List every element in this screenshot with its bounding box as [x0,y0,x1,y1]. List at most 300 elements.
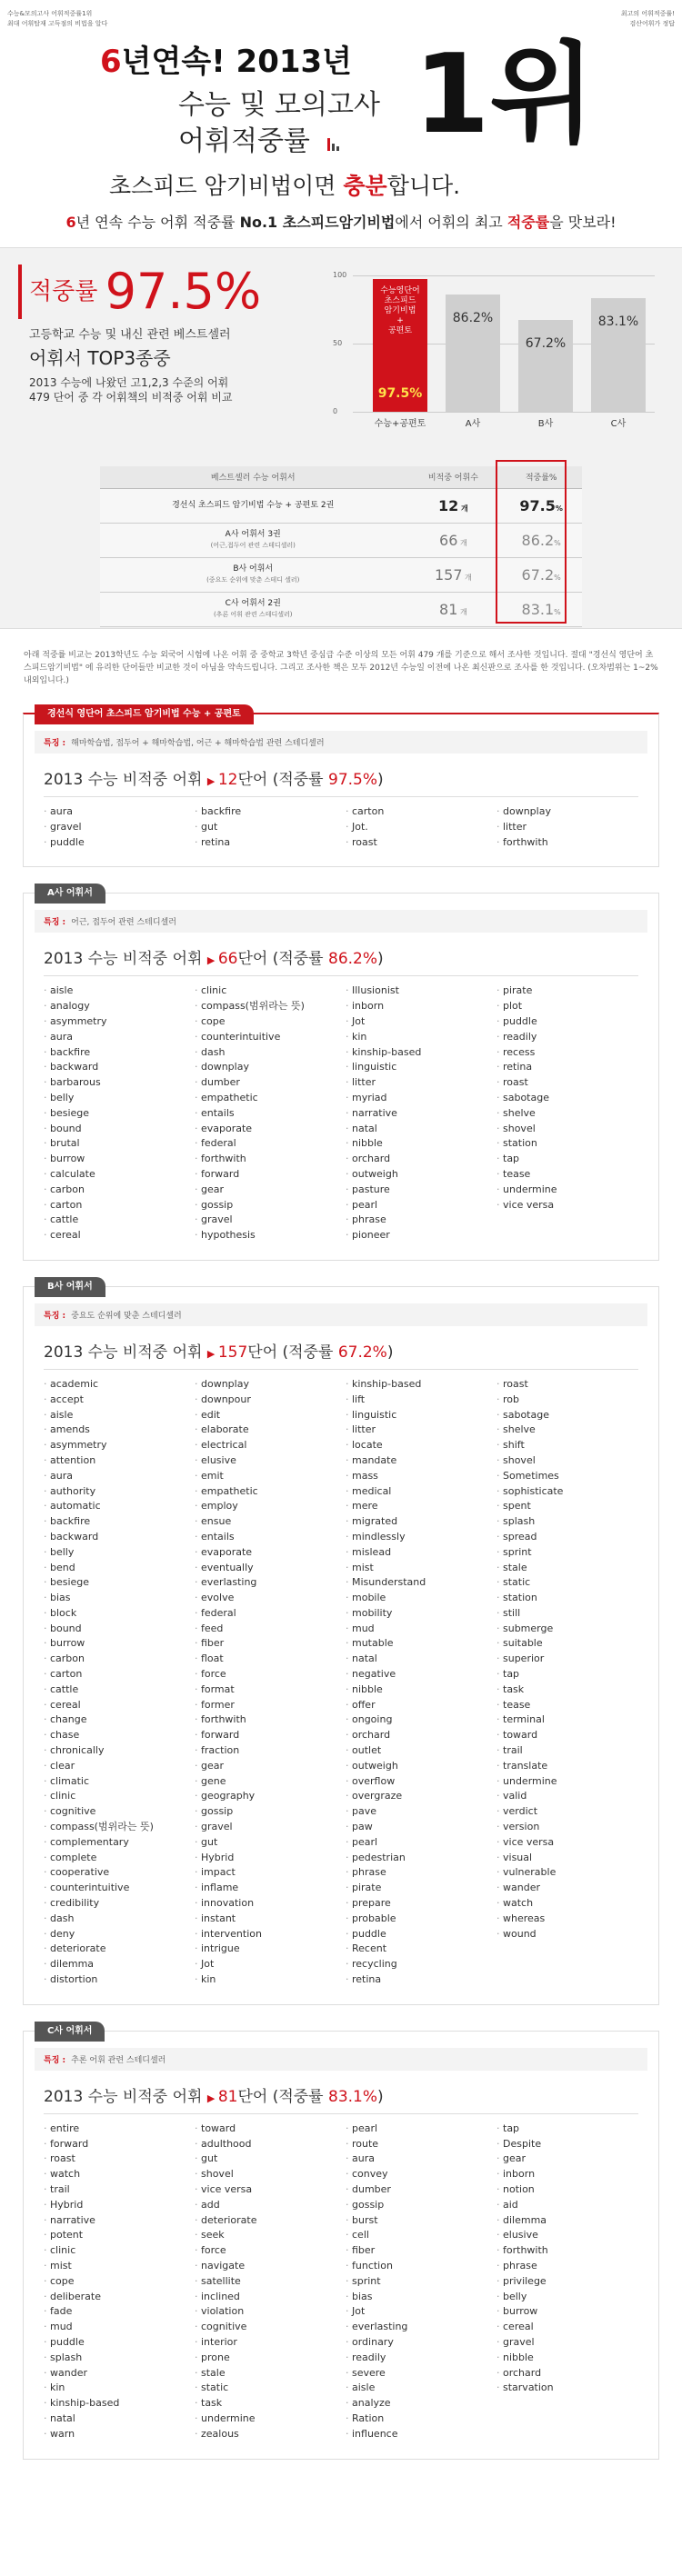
word-item: · roast [496,1377,638,1393]
featured-bar-text-line: 수능영단어 [380,285,420,295]
section-tab: B사 어휘서 [35,1277,105,1297]
word-item: · counterintuitive [44,1881,186,1896]
word-item: · orchard [346,1152,487,1167]
section-feature [35,910,647,933]
word-item: · kinship-based [346,1045,487,1061]
word-column [195,983,336,1243]
word-item: · cattle [44,1213,186,1228]
word-item: · fade [44,2304,186,2320]
word-item: · rob [496,1393,638,1408]
word-item: · entails [195,1106,336,1122]
table-header-pct: 적중률% [500,466,582,488]
word-column [44,804,186,850]
word-item: · gravel [195,1213,336,1228]
word-item: · bound [44,1622,186,1637]
word-item: · undermine [195,2411,336,2427]
word-item: · eventually [195,1561,336,1576]
tagline-brand: No.1 초스피드암기비법 [239,214,396,231]
heading-pre: 2013 수능 비적중 어휘 [44,1343,207,1362]
word-item: · outweigh [346,1167,487,1183]
heading-post: ) [377,2087,384,2106]
heading-pre: 2013 수능 비적중 어휘 [44,2087,207,2106]
word-item: · mindlessly [346,1530,487,1545]
word-item: · fiber [346,2243,487,2259]
book-sub: (추론 어휘 관련 스테디셀러) [213,611,293,618]
word-item: · terminal [496,1712,638,1728]
word-item: · natal [346,1122,487,1137]
word-item: · splash [496,1514,638,1530]
category-label: B사 [537,419,554,429]
word-item: · bias [44,1591,186,1606]
word-item: · carton [346,804,487,820]
word-item: · empathetic [195,1484,336,1500]
word-item: · wound [496,1927,638,1942]
word-item: · mass [346,1469,487,1484]
heading-post: ) [377,771,384,789]
section-feature [35,1303,647,1326]
word-item: · potent [44,2228,186,2243]
word-item: · carton [44,1198,186,1213]
word-item: · mist [44,2259,186,2274]
word-item: · Jot. [346,820,487,835]
word-item: · recycling [346,1957,487,1972]
word-item: · belly [44,1545,186,1561]
category-label: C사 [610,419,627,429]
feature-label: 특징 : [44,739,66,748]
word-item: · credibility [44,1896,186,1912]
word-item: · backward [44,1060,186,1075]
word-item: · privilege [496,2274,638,2290]
word-item: · cooperative [44,1865,186,1881]
bar-value-label: 67.2% [525,336,567,352]
word-item: · aura [44,804,186,820]
word-item: · change [44,1712,186,1728]
word-item: · electrical [195,1438,336,1453]
word-item: · still [496,1606,638,1622]
headline-subtitle [109,168,460,201]
word-item: · dash [44,1912,186,1927]
feature-text: 해마학습법, 접두어 + 해마학습법, 어근 + 해마학습법 관련 스테디셀러 [71,739,325,748]
book-name: 경선식 초스피드 암기비법 수능 + 공편토 2권 [172,501,335,510]
word-item: · undermine [496,1183,638,1198]
heading-pre: 2013 수능 비적중 어휘 [44,771,207,789]
word-item: · Hybrid [195,1851,336,1866]
word-item: · clear [44,1759,186,1774]
word-item: · toward [195,2122,336,2137]
word-item: · overgraze [346,1789,487,1804]
word-item: · pedestrian [346,1851,487,1866]
arrow-icon: ▶ [206,775,218,787]
word-item: · station [496,1591,638,1606]
word-item: · dilemma [496,2213,638,2229]
gridline [353,412,655,413]
word-item: · phrase [496,2259,638,2274]
word-item: · besiege [44,1575,186,1591]
word-item: · intervention [195,1927,336,1942]
word-item: · burrow [496,2304,638,2320]
word-item: · block [44,1606,186,1622]
word-item: · carton [44,1667,186,1682]
word-item: · Sometimes [496,1469,638,1484]
word-item: · tease [496,1167,638,1183]
word-item: · former [195,1698,336,1713]
book-name: C사 어휘서 2권 [225,599,281,608]
word-item: · forthwith [195,1152,336,1167]
word-item: · warn [44,2427,186,2442]
word-item: · deteriorate [44,1942,186,1957]
word-item: · ordinary [346,2335,487,2351]
word-item: · natal [346,1652,487,1667]
word-item: · shift [496,1438,638,1453]
word-item: · phrase [346,1865,487,1881]
word-item: · add [195,2198,336,2213]
word-item: · prone [195,2351,336,2366]
word-item: · downplay [195,1060,336,1075]
word-item: · federal [195,1136,336,1152]
word-item: · compass(범위라는 뜻) [44,1820,186,1835]
word-item: · bound [44,1122,186,1137]
miss-count: 12 [217,771,238,789]
hit-rate-unit: % [555,504,563,513]
word-item: · inborn [346,999,487,1014]
word-item: · pasture [346,1183,487,1198]
word-item: · wander [44,2366,186,2381]
word-item: · Jot [195,1957,336,1972]
word-item: · nibble [496,2351,638,2366]
word-item: · offer [346,1698,487,1713]
word-item: · tap [496,1667,638,1682]
word-item: · narrative [44,2213,186,2229]
word-item: · entails [195,1530,336,1545]
word-item: · backfire [195,804,336,820]
word-item: · linguistic [346,1060,487,1075]
word-item: · mislead [346,1545,487,1561]
word-item: · aura [44,1030,186,1045]
word-item: · notion [496,2182,638,2198]
heading-mid: 단어 (적중률 [237,771,329,789]
word-item: · gut [195,2152,336,2167]
word-item: · pirate [346,1881,487,1896]
word-item: · linguistic [346,1408,487,1423]
word-column [346,2122,487,2442]
word-item: · kin [195,1972,336,1988]
word-item: · litter [496,820,638,835]
word-item: · downpour [195,1393,336,1408]
word-item: · forward [195,1728,336,1743]
word-column [44,983,186,1243]
word-item: · aura [44,1469,186,1484]
y-tick-label: 100 [333,271,347,279]
word-item: · automatic [44,1499,186,1514]
word-item: · gene [195,1774,336,1790]
word-item: · roast [496,1075,638,1091]
word-item: · satellite [195,2274,336,2290]
hit-rate: 67.2 [521,565,555,584]
word-item: · sophisticate [496,1484,638,1500]
word-item: · inclined [195,2290,336,2305]
word-item: · fiber [195,1636,336,1652]
section-heading [44,2083,638,2106]
word-item: · attention [44,1453,186,1469]
word-item: · cope [195,1014,336,1030]
stat-desc3 [18,375,318,404]
word-item: · splash [44,2351,186,2366]
hit-rate-unit: % [554,538,561,547]
word-item: · ensue [195,1514,336,1530]
featured-bar-text-line: 공편토 [387,325,413,335]
word-item: · aid [496,2198,638,2213]
word-sections [0,709,682,2460]
word-item: · forward [44,2137,186,2152]
word-column [195,1377,336,1988]
word-item: · shovel [496,1453,638,1469]
rate-headline [18,265,318,319]
word-section [23,2025,659,2460]
bar-value-label: 97.5% [377,386,423,401]
arrow-icon: ▶ [206,954,218,967]
word-item: · gut [195,820,336,835]
header-top-left [7,9,107,29]
word-item: · Ration [346,2411,487,2427]
book-sub: (중요도 순위에 맞춘 스테디 셀러) [206,576,300,584]
word-item: · Recent [346,1942,487,1957]
word-item: · valid [496,1789,638,1804]
word-item: · backfire [44,1045,186,1061]
word-item: · superior [496,1652,638,1667]
word-item: · pioneer [346,1228,487,1243]
feature-label: 특징 : [44,918,66,928]
word-item: · bend [44,1561,186,1576]
word-item: · severe [346,2366,487,2381]
word-item: · backfire [44,1514,186,1530]
word-item: · puddle [496,1014,638,1030]
word-item: · gear [195,1183,336,1198]
word-item: · gear [496,2152,638,2167]
word-item: · evolve [195,1591,336,1606]
subtitle-highlight: 충분 [343,173,387,199]
word-item: · intrigue [195,1942,336,1957]
book-name: A사 어휘서 3권 [225,530,281,539]
section-heading [44,766,638,789]
word-item: · phrase [346,1213,487,1228]
word-item: · tap [496,1152,638,1167]
feature-text: 추론 어휘 관련 스테디셀러 [71,2055,166,2065]
word-item: · hypothesis [195,1228,336,1243]
table-cell-count [406,488,500,523]
word-item: · task [195,2396,336,2411]
gridline [353,275,655,276]
bar-value-label: 83.1% [597,315,639,330]
years-number: 6 [100,44,122,80]
word-item: · retina [496,1060,638,1075]
word-section [23,709,659,867]
rank-text: 1위 [414,32,596,158]
word-section [23,888,659,1261]
word-item: · clinic [44,2243,186,2259]
word-item: · elaborate [195,1423,336,1438]
word-item: · feed [195,1622,336,1637]
word-item: · burrow [44,1636,186,1652]
years-text: 년연속! 2013년 [121,44,353,80]
word-column [44,1377,186,1988]
word-item: · vice versa [496,1198,638,1213]
word-item: · vulnerable [496,1865,638,1881]
table-cell-count [406,523,500,557]
word-item: · geography [195,1789,336,1804]
word-item: · litter [346,1075,487,1091]
word-item: · convey [346,2167,487,2182]
word-item: · tap [496,2122,638,2137]
hit-rate: 86.2 [521,531,555,549]
category-label: A사 [465,419,481,429]
word-item: · toward [496,1728,638,1743]
word-item: · Jot [346,2304,487,2320]
word-item: · starvation [496,2381,638,2396]
word-column [496,1377,638,1988]
word-item: · complementary [44,1835,186,1851]
word-item: · backward [44,1530,186,1545]
word-grid [24,2114,658,2459]
word-item: · gravel [44,820,186,835]
word-item: · overflow [346,1774,487,1790]
word-item: · static [195,2381,336,2396]
hero-header [0,0,682,231]
word-item: · narrative [346,1106,487,1122]
table-header-count: 비적중 어휘수 [406,466,500,488]
word-item: · seek [195,2228,336,2243]
word-item: · carbon [44,1652,186,1667]
word-item: · lift [346,1393,487,1408]
word-item: · spent [496,1499,638,1514]
word-item: · elusive [496,2228,638,2243]
section-feature [35,731,647,754]
word-item: · undermine [496,1774,638,1790]
word-item: · burst [346,2213,487,2229]
word-item: · besiege [44,1106,186,1122]
word-item: · Jot [346,1014,487,1030]
word-item: · verdict [496,1804,638,1820]
word-item: · submerge [496,1622,638,1637]
feature-text: 어근, 접두어 관련 스테디셀러 [71,918,176,928]
word-item: · kinship-based [346,1377,487,1393]
bar-value-label: 86.2% [452,310,494,325]
featured-bar-text-line: + [396,315,404,325]
word-item: · forward [195,1167,336,1183]
miss-count-unit: 개 [462,573,472,582]
stat-desc2: 어휘서 TOP3종중 [29,347,171,369]
word-item: · deteriorate [195,2213,336,2229]
heading-mid: 단어 (적중률 [247,1343,338,1362]
word-item: · trail [44,2182,186,2198]
word-item: · readily [496,1030,638,1045]
word-item: · watch [496,1896,638,1912]
hit-rate: 97.5% [328,771,378,789]
word-item: · innovation [195,1896,336,1912]
word-item: · visual [496,1851,638,1866]
stat-desc3-line2: 479 단어 중 각 어휘책의 비적중 어휘 비교 [29,391,233,404]
arrow-icon: ▶ [206,2092,218,2104]
word-column [44,2122,186,2442]
heading-pre: 2013 수능 비적중 어휘 [44,950,207,969]
word-item: · aisle [346,2381,487,2396]
word-item: · emit [195,1469,336,1484]
chart-bar [518,320,573,412]
word-item: · amends [44,1423,186,1438]
tagline-part3: 을 맛보라! [549,214,617,231]
word-item: · employ [195,1499,336,1514]
word-item: · force [195,1667,336,1682]
heading-post: ) [386,1343,394,1362]
featured-bar-text-line: 초스피드 [384,295,416,305]
stat-desc3-line1: 2013 수능에 나왔던 고1,2,3 수준의 어휘 [29,376,229,389]
miss-count: 81 [439,600,458,618]
word-item: · cereal [496,2320,638,2335]
word-item: · chronically [44,1743,186,1759]
survey-note: 아래 적중률 비교는 2013학년도 수능 외국어 시험에 나온 어휘 중 중학교 3학년 중심급 수준 이상의 모든 어휘 479 개를 기준으로 해서 조사한 것입니다. 절대 "경선식 영단어 초스피드암기비법" 에 유리한 단어들만 비교한 것이 아님을 약속드립니다. 그리고 조사한 책은 모두 2012년 수능일 이전에 나온 최신판으로 조사를 한 것입니다. (오차범위는 1~2% 내외입니다.) [24,651,658,685]
word-item: · barbarous [44,1075,186,1091]
word-item: · pearl [346,1198,487,1213]
word-item: · belly [44,1091,186,1106]
word-item: · Misunderstand [346,1575,487,1591]
hit-rate: 67.2% [337,1343,387,1362]
tagline [0,211,682,232]
section-tab: C사 어휘서 [35,2022,105,2042]
word-item: · retina [346,1972,487,1988]
word-grid [24,797,658,866]
hit-rate: 83.1% [328,2087,378,2106]
word-item: · cereal [44,1228,186,1243]
word-item: · sabotage [496,1091,638,1106]
word-item: · watch [44,2167,186,2182]
y-tick-label: 50 [333,339,343,347]
word-item: · orchard [496,2366,638,2381]
word-item: · dash [195,1045,336,1061]
word-item: · mist [346,1561,487,1576]
tagline-years: 6 [65,214,76,231]
word-item: · pirate [496,983,638,999]
word-item: · calculate [44,1167,186,1183]
table-cell-count [406,557,500,592]
word-item: · function [346,2259,487,2274]
word-item: · distortion [44,1972,186,1988]
word-item: · zealous [195,2427,336,2442]
word-item: · outlet [346,1743,487,1759]
word-item: · shelve [496,1106,638,1122]
heading-mid: 단어 (적중률 [237,950,329,969]
word-item: · gravel [496,2335,638,2351]
section-tab: 경선식 영단어 초스피드 암기비법 수능 + 공편토 [35,704,254,724]
word-item: · Hybrid [44,2198,186,2213]
word-item: · complete [44,1851,186,1866]
word-item: · retina [195,835,336,851]
word-item: · counterintuitive [195,1030,336,1045]
word-item: · Despite [496,2137,638,2152]
word-item: · mobility [346,1606,487,1622]
word-item: · violation [195,2304,336,2320]
miss-count: 157 [434,565,463,584]
word-item: · forthwith [496,835,638,851]
word-item: · burrow [44,1152,186,1167]
word-grid [24,1370,658,2004]
table-cell-name [100,557,406,592]
header-top-right-line2: 검산어휘가 정답 [629,20,675,27]
word-item: · kin [44,2381,186,2396]
word-grid [24,976,658,1260]
section-feature [35,2048,647,2071]
word-item: · plot [496,999,638,1014]
word-item: · authority [44,1484,186,1500]
rate-label: 적중률 [29,278,98,305]
